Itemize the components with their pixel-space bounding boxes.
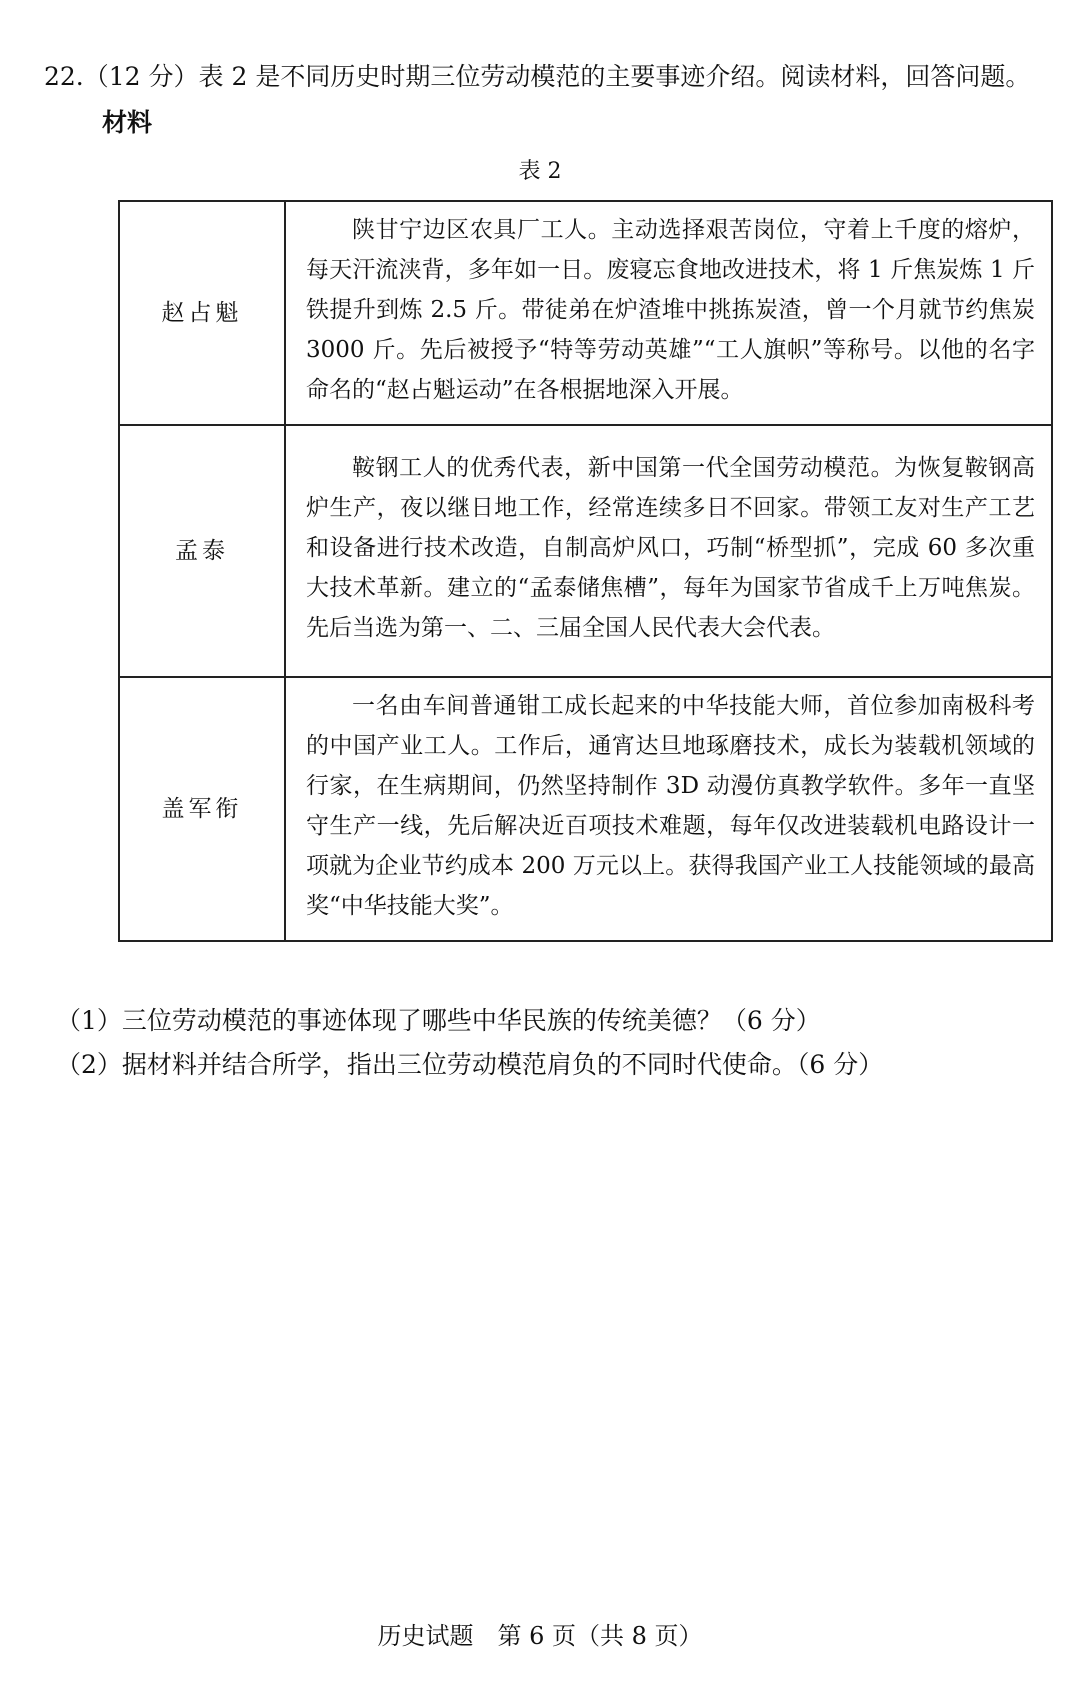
labor-model-table [118,200,1053,942]
table-row [119,425,1052,677]
model-name-cell: 孟泰 [119,425,285,677]
table-row [119,677,1052,941]
sub-question-2: （2）据材料并结合所学，指出三位劳动模范肩负的不同时代使命。（6 分） [56,1050,884,1079]
model-description-cell: 陕甘宁边区农具厂工人。主动选择艰苦岗位，守着上千度的熔炉，每天汗流浃背，多年如一日。废寝忘食地改进技术，将 1 斤焦炭炼 1 斤铁提升到炼 2.5 斤。带徒弟在炉渣堆中挑拣炭渣，曾一个月就节约焦炭 3000 斤。先后被授予“特等劳动英雄”“工人旗帜”等称号。以他的名字命名的“赵占魁运动”在各根据地深入开展。 [285,201,1052,425]
material-label: 材料 [102,108,153,137]
model-description-cell: 一名由车间普通钳工成长起来的中华技能大师，首位参加南极科考的中国产业工人。工作后，通宵达旦地琢磨技术，成长为装载机领域的行家，在生病期间，仍然坚持制作 3D 动漫仿真教学软件。多年一直坚守生产一线，先后解决近百项技术难题，每年仅改进装载机电路设计一项就为企业节约成本 200 万元以上。获得我国产业工人技能领域的最高奖“中华技能大奖”。 [285,677,1052,941]
page-footer: 历史试题 第 6 页（共 8 页） [377,1622,703,1650]
model-description-cell: 鞍钢工人的优秀代表，新中国第一代全国劳动模范。为恢复鞍钢高炉生产，夜以继日地工作，经常连续多日不回家。带领工友对生产工艺和设备进行技术改造，自制高炉风口，巧制“桥型抓”，完成 60 多次重大技术革新。建立的“孟泰储焦槽”，每年为国家节省成千上万吨焦炭。先后当选为第一、二、三届全国人民代表大会代表。 [285,425,1052,677]
model-name-cell: 盖军衔 [119,677,285,941]
sub-question-1: （1）三位劳动模范的事迹体现了哪些中华民族的传统美德？（6 分） [56,1006,821,1035]
table-row [119,201,1052,425]
question-header: 22.（12 分）表 2 是不同历史时期三位劳动模范的主要事迹介绍。阅读材料，回答问题。 [44,62,1031,91]
model-name-cell: 赵占魁 [119,201,285,425]
table-caption: 表 2 [518,159,562,184]
